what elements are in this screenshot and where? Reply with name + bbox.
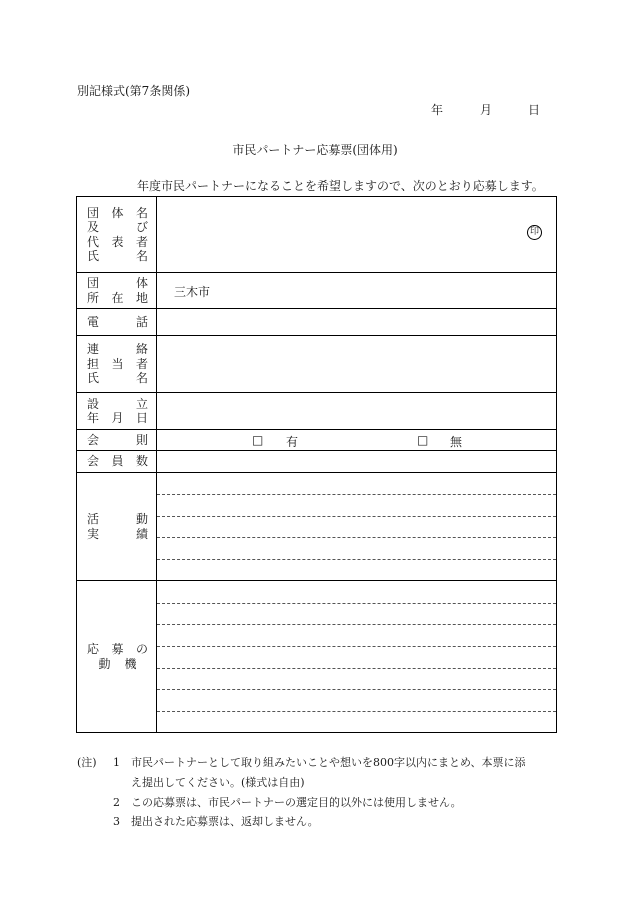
- address-value: 三木市: [174, 285, 211, 299]
- note-3: [113, 815, 319, 829]
- label-phone: 電 話: [77, 309, 157, 336]
- date-day: 日: [528, 103, 541, 117]
- note-2-text: この応募票は、市民パートナーの選定目的以外には使用しません。: [131, 796, 462, 809]
- dotted-line: [157, 494, 556, 495]
- notes-prefix: (注): [77, 756, 97, 769]
- note-1-line2: え提出してください。(様式は自由): [131, 776, 305, 789]
- field-motivation[interactable]: [157, 581, 557, 733]
- dotted-line: [157, 559, 556, 560]
- label-contact: 連 絡 担 当 者 氏 名: [77, 336, 157, 393]
- note-1-number: 1: [113, 756, 120, 769]
- field-group-name[interactable]: [157, 197, 557, 273]
- dotted-line: [157, 668, 556, 669]
- field-bylaws: [157, 430, 557, 451]
- dotted-line: [157, 689, 556, 690]
- row-bylaws: [77, 430, 557, 451]
- date-month: 月: [480, 103, 493, 117]
- note-2-number: 2: [113, 796, 120, 809]
- field-established[interactable]: [157, 393, 557, 430]
- row-members: [77, 451, 557, 473]
- dotted-line: [157, 603, 556, 604]
- row-established: [77, 393, 557, 430]
- note-2: [113, 796, 462, 810]
- row-motivation: [77, 581, 557, 733]
- form-number-label: 別記様式(第7条関係): [77, 84, 190, 98]
- bylaws-yes-label: 有: [286, 435, 299, 449]
- label-bylaws: 会 則: [77, 430, 157, 451]
- seal-mark: 印: [527, 225, 542, 240]
- note-3-text: 提出された応募票は、返却しません。: [131, 815, 319, 828]
- dotted-line: [157, 537, 556, 538]
- label-activities: 活 動 実 績: [77, 473, 157, 581]
- date-year: 年: [431, 103, 444, 117]
- intro-text: 年度市民パートナーになることを希望しますので、次のとおり応募します。: [137, 179, 544, 193]
- label-motivation: 応 募 の 動 機: [77, 581, 157, 733]
- dotted-line: [157, 624, 556, 625]
- bylaws-no-checkbox[interactable]: □: [417, 433, 429, 447]
- row-phone: [77, 309, 557, 336]
- note-1: [113, 756, 526, 770]
- row-contact: [77, 336, 557, 393]
- dotted-line: [157, 711, 556, 712]
- field-address[interactable]: [157, 273, 557, 309]
- form-title: 市民パートナー応募票(団体用): [232, 143, 398, 157]
- label-members: 会 員 数: [77, 451, 157, 473]
- application-form-table: [76, 196, 557, 733]
- row-activities: [77, 473, 557, 581]
- dotted-line: [157, 646, 556, 647]
- row-group-name: [77, 197, 557, 273]
- dotted-line: [157, 516, 556, 517]
- row-address: [77, 273, 557, 309]
- field-phone[interactable]: [157, 309, 557, 336]
- field-contact[interactable]: [157, 336, 557, 393]
- label-group-name: 団 体 名 及 び 代 表 者 氏 名: [77, 197, 157, 273]
- note-3-number: 3: [113, 815, 120, 828]
- label-established: 設 立 年 月 日: [77, 393, 157, 430]
- bylaws-yes-checkbox[interactable]: □: [252, 433, 264, 447]
- note-1-line1: 市民パートナーとして取り組みたいことや想いを800字以内にまとめ、本票に添: [131, 756, 526, 769]
- label-address: 団 体 所 在 地: [77, 273, 157, 309]
- field-activities[interactable]: [157, 473, 557, 581]
- bylaws-no-label: 無: [450, 435, 463, 449]
- field-members[interactable]: [157, 451, 557, 473]
